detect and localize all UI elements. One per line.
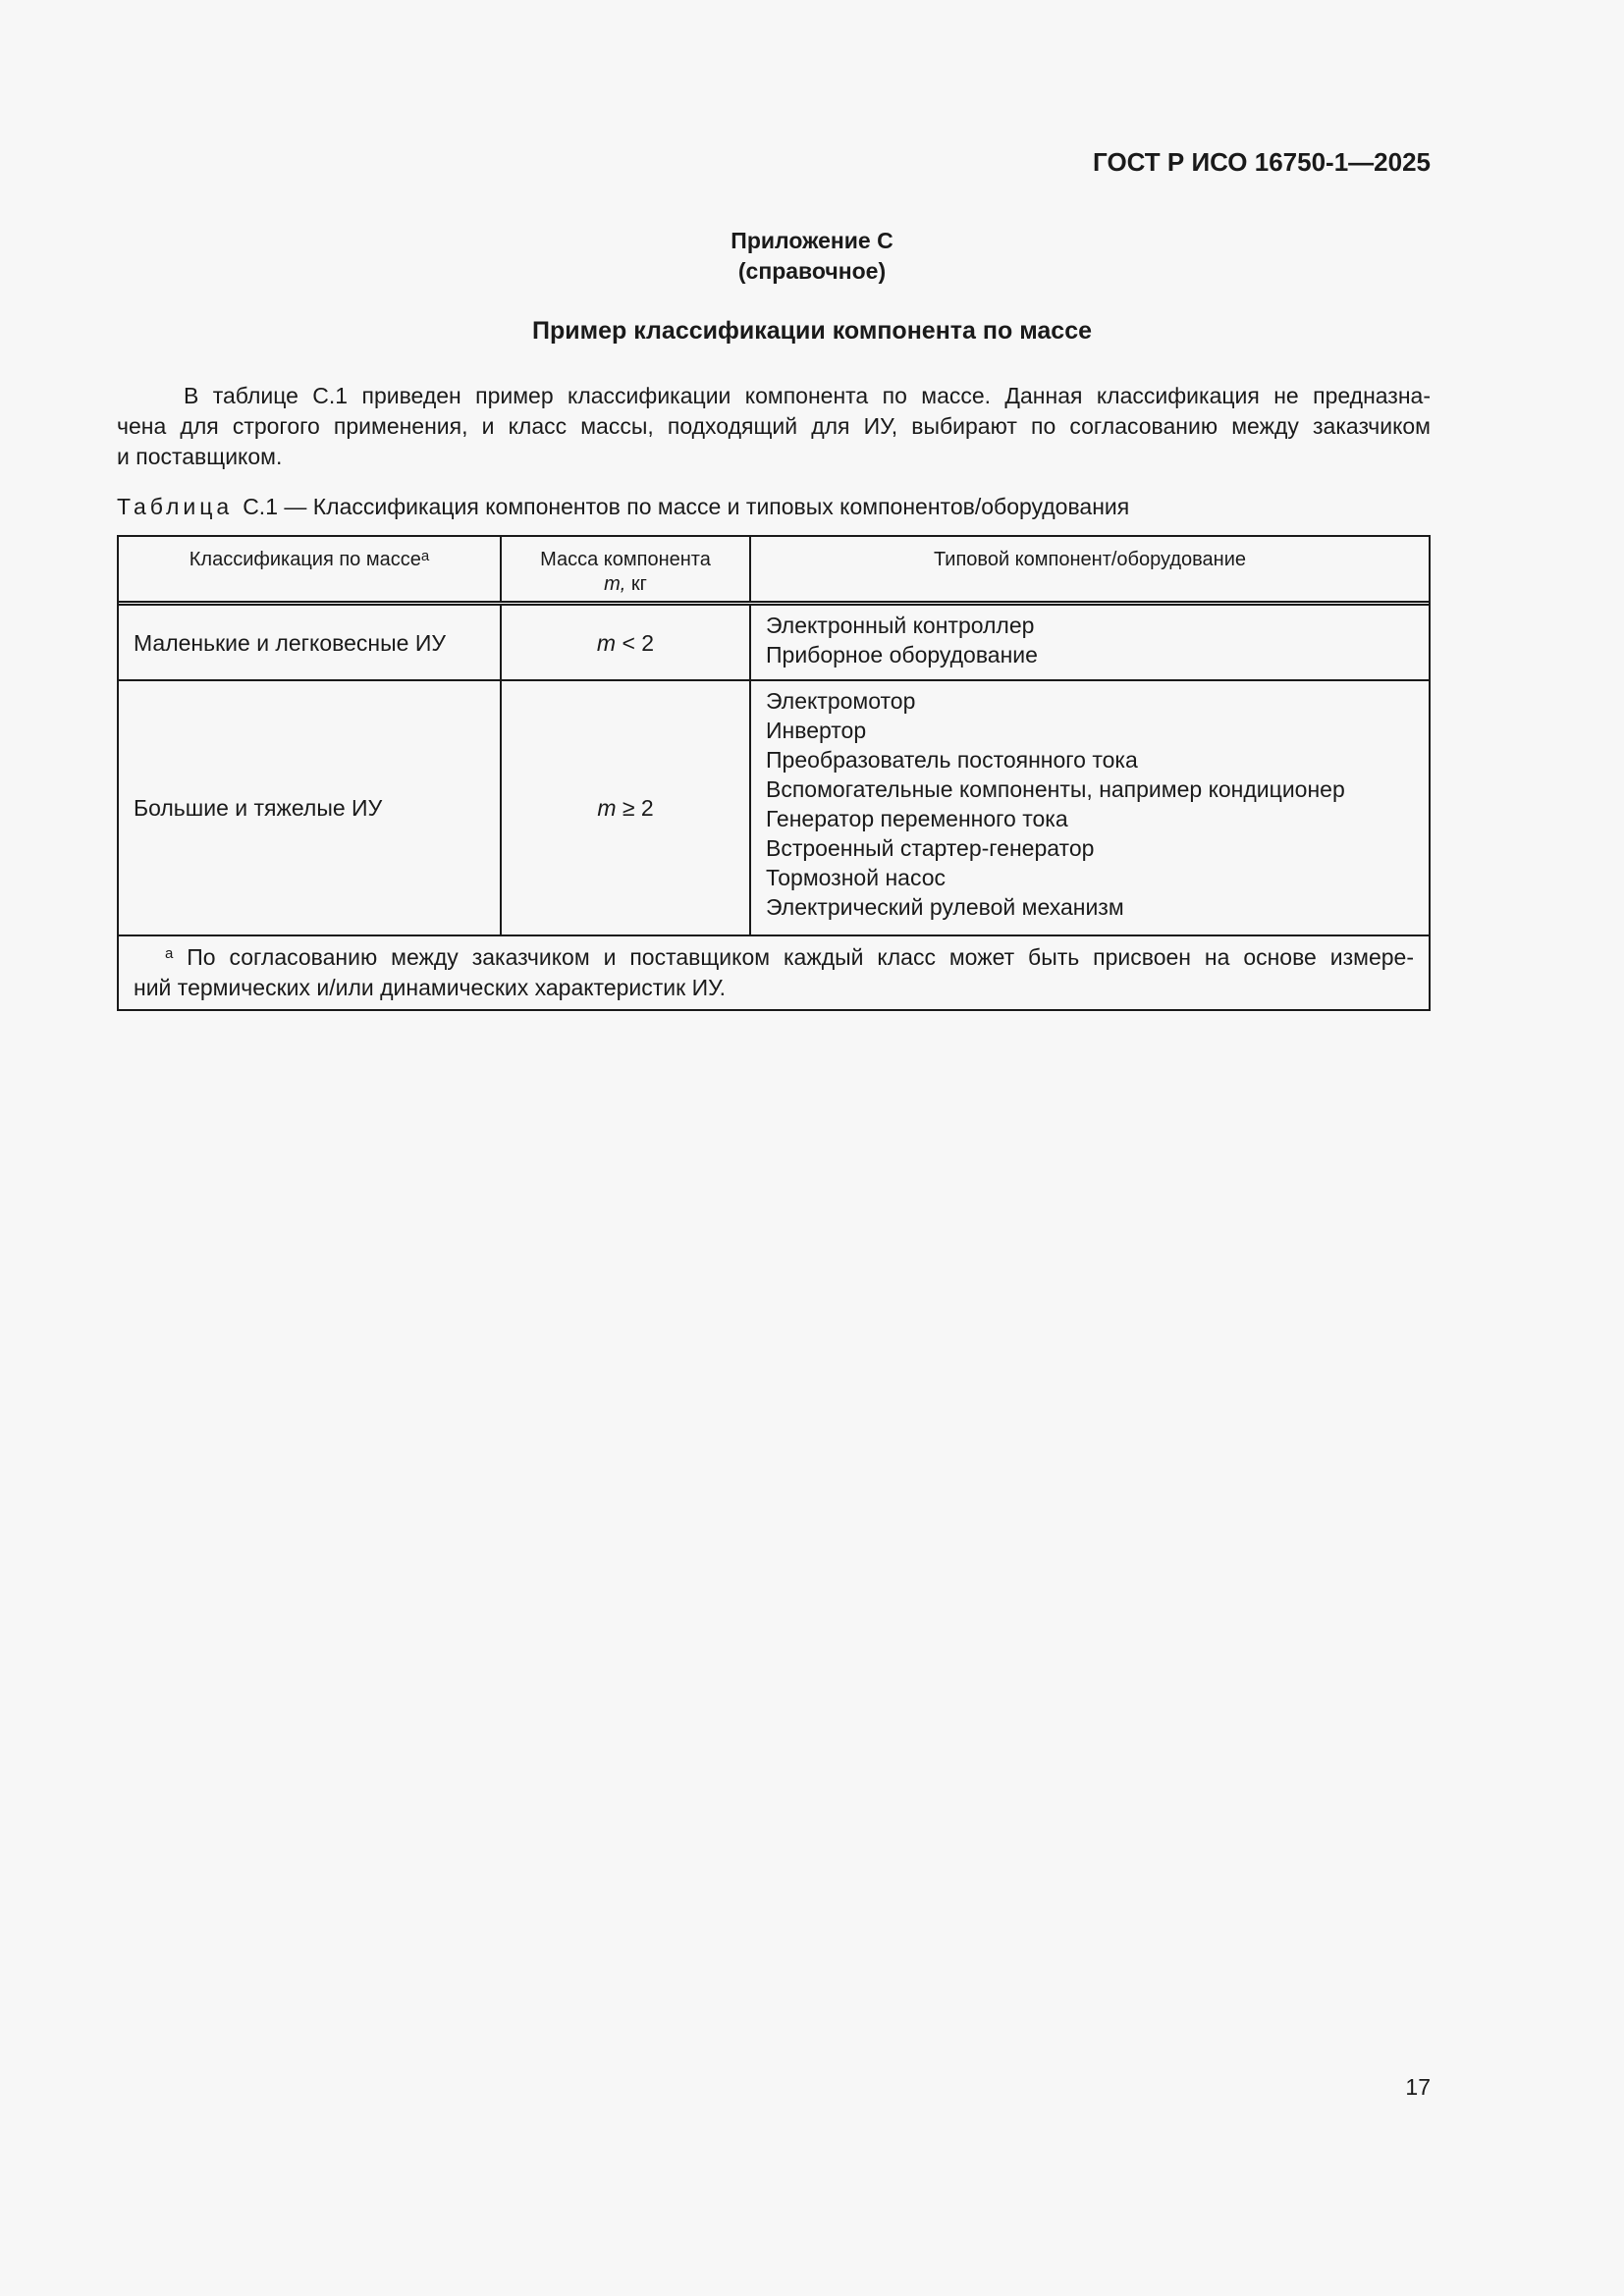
equipment-item: Электронный контроллер [766,613,1035,638]
annex-type: (справочное) [737,258,887,284]
section-title: Пример классификации компонента по массе [532,317,1092,345]
table-row [119,606,1429,681]
mass-symbol: m [597,795,617,821]
mass-class-cell: Маленькие и легковесные ИУ [119,606,502,679]
mass-condition: < 2 [622,629,655,656]
header-mass-unit-line [502,572,749,597]
document-id: ГОСТ Р ИСО 16750-1—2025 [1093,147,1431,177]
page-number: 17 [1405,2074,1431,2100]
header-mass-class [119,537,502,601]
mass-condition-cell [502,606,751,679]
intro-paragraph [117,381,1431,472]
header-mass-label: Масса компонента [540,549,711,570]
mass-unit: кг [630,573,647,595]
intro-line: чена для строгого применения, и класс массы, подходящий для ИУ, выбирают по согласованию между заказчиком [117,413,1431,439]
intro-line: В таблице С.1 приведен пример классификации компонента по массе. Данная классификация не предназна- [184,383,1431,408]
equipment-item: Генератор переменного тока [766,806,1068,831]
header-equipment: Типовой компонент/оборудование [933,549,1247,570]
equipment-item: Инвертор [766,718,867,743]
table-footnote [119,936,1429,1009]
footnote-marker: a [420,548,430,564]
mass-class-cell: Большие и тяжелые ИУ [119,681,502,934]
equipment-item: Приборное оборудование [766,642,1038,667]
annex-title: Приложение С [731,228,893,253]
table-caption-label: Таблица [117,494,234,519]
mass-condition: ≥ 2 [622,795,654,821]
mass-symbol: m, [604,573,626,595]
table-header-row [119,537,1429,606]
equipment-item: Электромотор [766,688,916,714]
equipment-item: Электрический рулевой механизм [766,894,1124,920]
table-caption-text: С.1 — Классификация компонентов по массе и типовых компонентов/оборудования [243,494,1130,519]
equipment-cell [751,681,1429,934]
mass-symbol: m [596,629,617,656]
annex-heading [0,226,1624,287]
mass-condition-cell [502,681,751,934]
intro-line: и поставщиком. [117,444,283,469]
equipment-item: Встроенный стартер-генератор [766,835,1095,861]
equipment-item: Тормозной насос [766,865,947,890]
footnote-text: По согласованию между заказчиком и поставщиком каждый класс может быть присвоен на основе измере- [187,944,1414,970]
mass-classification-table [117,535,1431,1011]
footnote-line [134,942,1414,973]
equipment-cell [751,606,1429,679]
header-mass [502,537,751,601]
header-mass-class-label: Классификация по массе [189,549,421,570]
footnote-marker: a [165,945,174,962]
table-row [119,681,1429,936]
equipment-item: Преобразователь постоянного тока [766,747,1138,773]
footnote-line: ний термических и/или динамических характеристик ИУ. [134,975,727,1000]
table-caption [117,494,1129,520]
equipment-item: Вспомогательные компоненты, например кондиционер [766,776,1345,802]
